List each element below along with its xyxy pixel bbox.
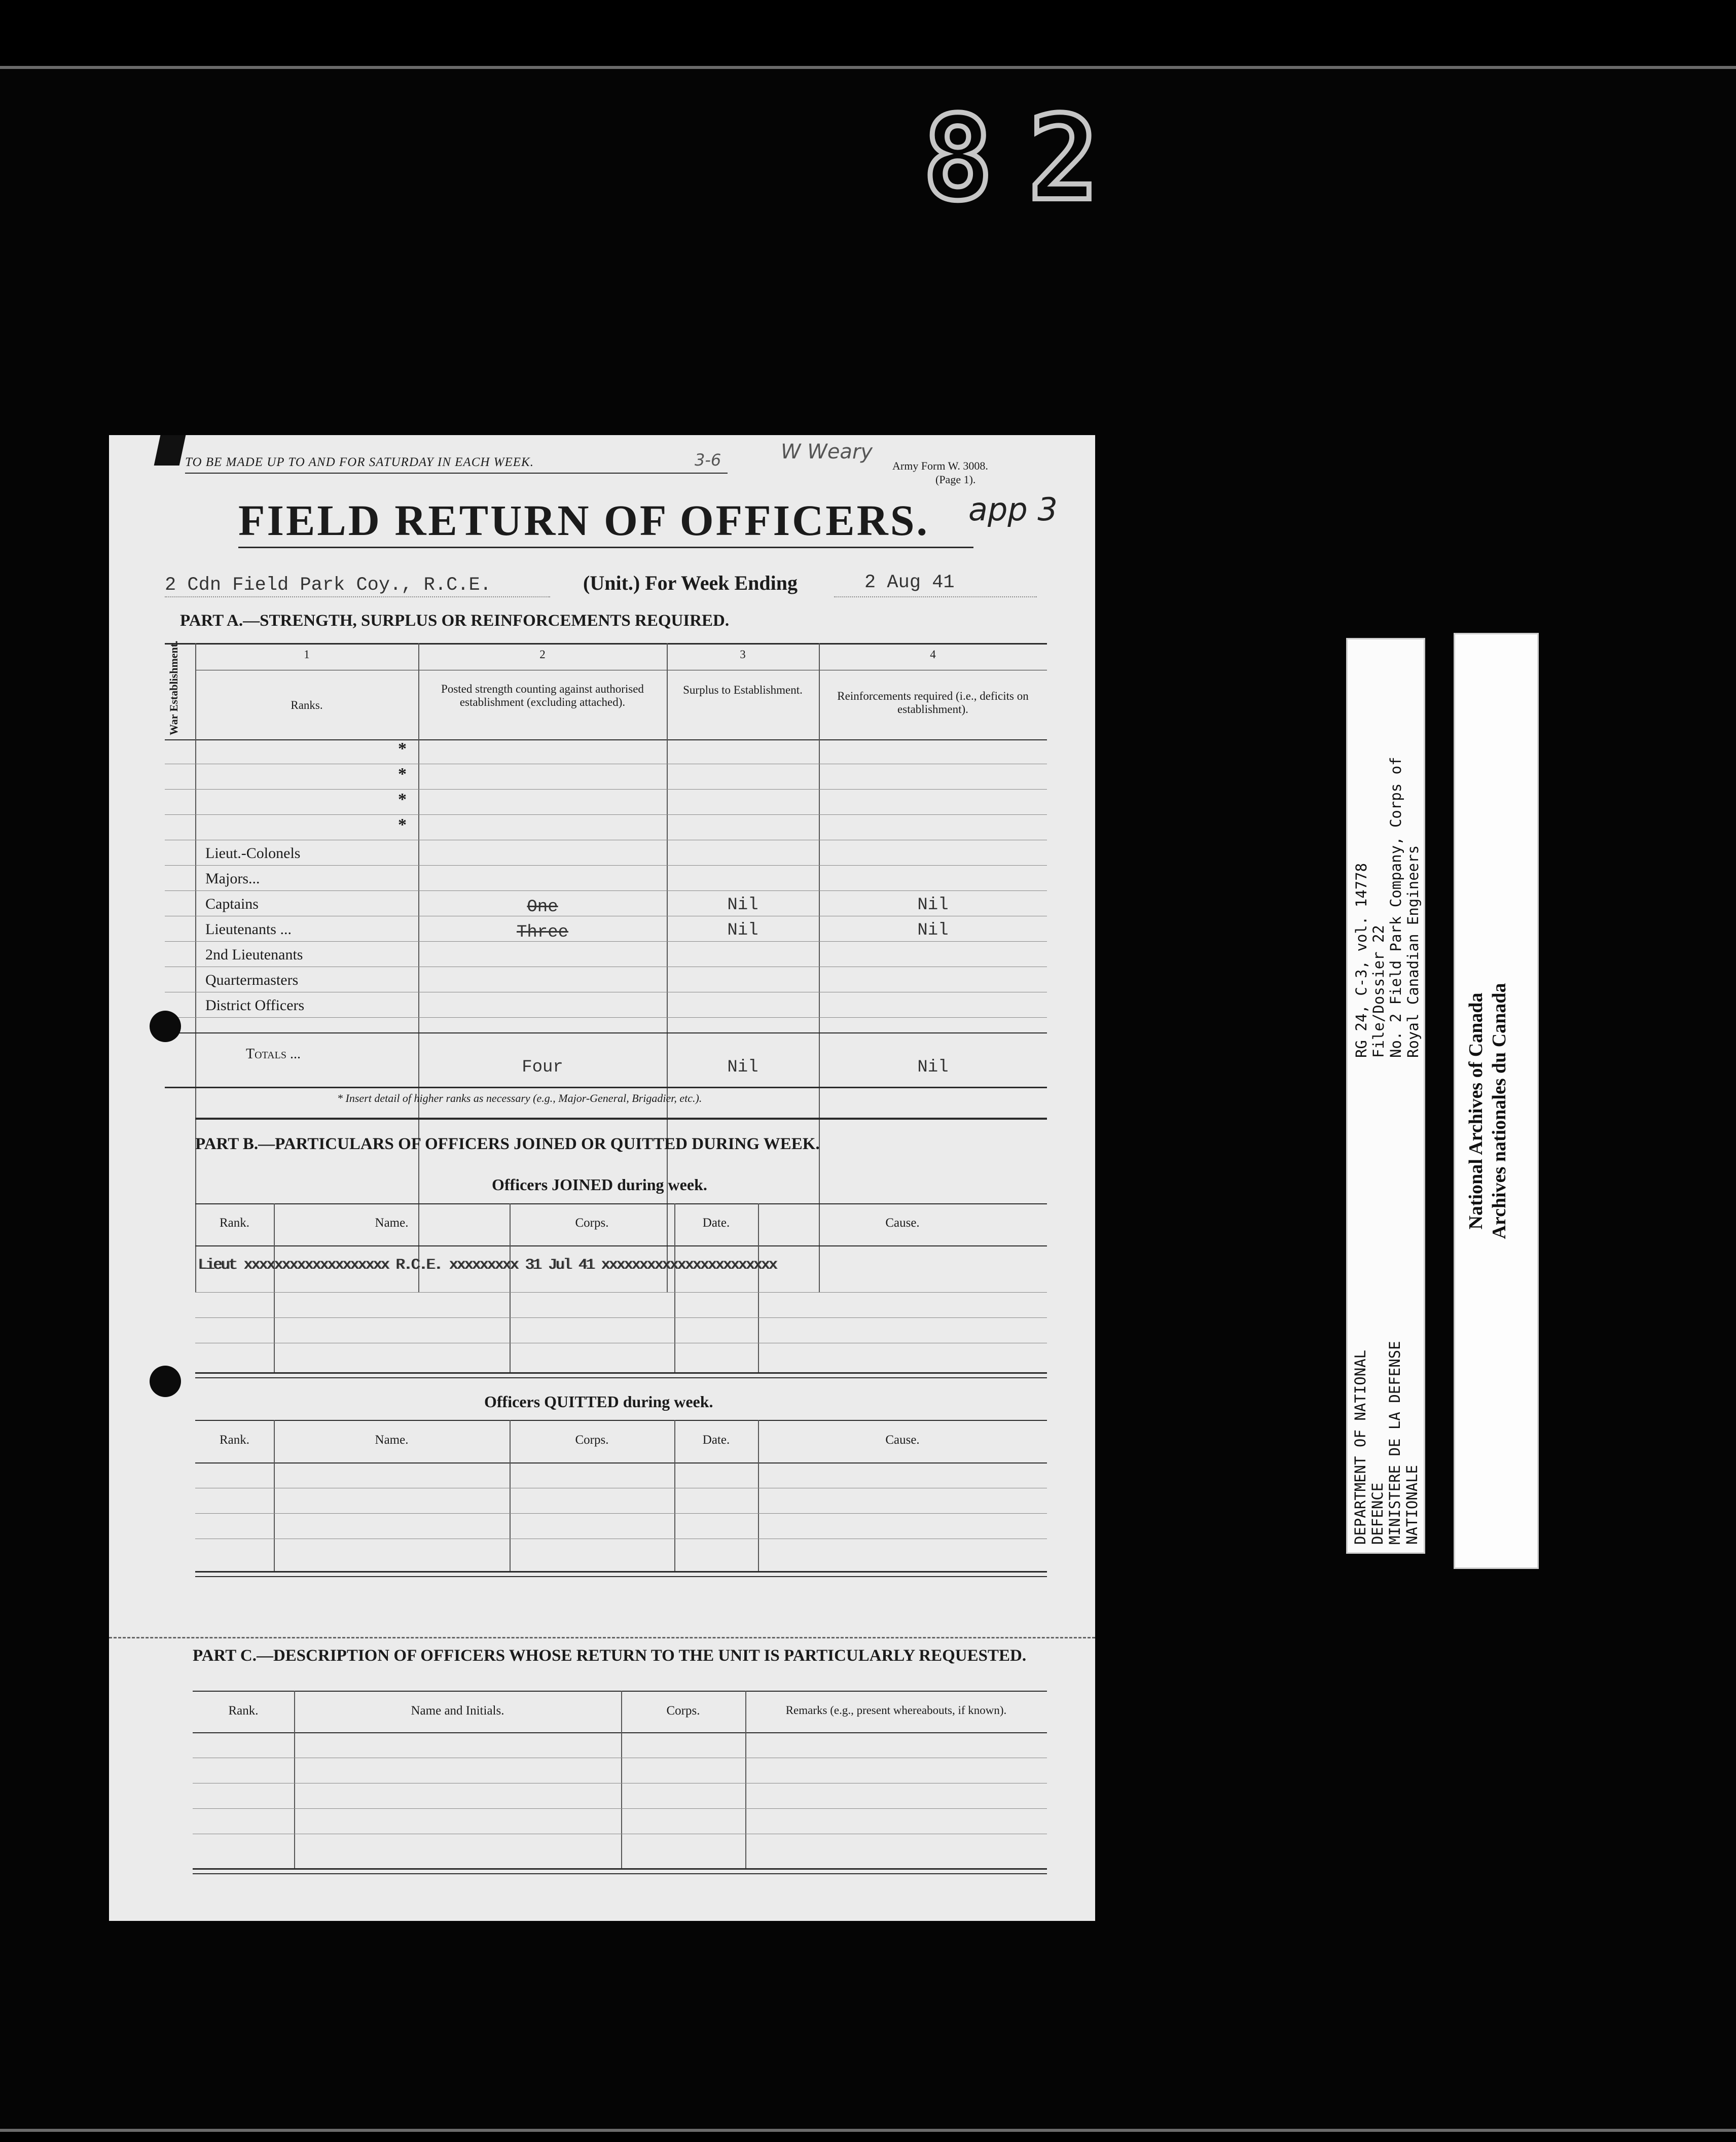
joined-struck-entry: Lieut xxxxxxxxxxxxxxxxxxx R.C.E. xxxxxxxxx 31 Jul 41 xxxxxxxxxxxxxxxxxxxxxxx — [198, 1257, 776, 1274]
ref-line-2: File/Dossier 22 — [1370, 925, 1387, 1058]
form-page: (Page 1). — [935, 473, 976, 486]
field-return-form — [109, 435, 1095, 1921]
totals-surplus: Nil — [727, 1058, 758, 1077]
part-a-footnote: * Insert detail of higher ranks as necessary (e.g., Major-General, Brigadier, etc.). — [337, 1092, 702, 1104]
quitted-col-rank: Rank. — [219, 1433, 250, 1447]
unit-value: 2 Cdn Field Park Coy., R.C.E. — [165, 575, 491, 596]
col-ranks-header: Ranks. — [291, 699, 323, 711]
ref-line-1: RG 24, C-3, vol. 14778 — [1353, 863, 1370, 1058]
joined-col-corps: Corps. — [575, 1216, 609, 1230]
film-bottom-band — [0, 2129, 1736, 2142]
rank-lieutenants: Lieutenants ... — [205, 921, 292, 938]
frame-number: 82 — [923, 91, 1134, 227]
dept-line-4: NATIONALE — [1403, 1465, 1421, 1545]
joined-col-cause: Cause. — [885, 1216, 920, 1230]
joined-heading: Officers JOINED during week. — [492, 1175, 707, 1194]
war-establishment-header: War Establishment. — [167, 640, 180, 735]
archives-fr: Archives nationales du Canada — [1489, 983, 1510, 1239]
rank-district-officers: District Officers — [205, 997, 305, 1014]
quitted-col-date: Date. — [702, 1433, 730, 1447]
form-code: Army Form W. 3008. — [892, 459, 988, 472]
punch-hole — [150, 1011, 181, 1042]
rank-captains: Captains — [205, 896, 259, 912]
lieutenants-posted: Three — [516, 923, 569, 942]
unit-label: (Unit.) For Week Ending — [583, 572, 798, 594]
col-posted-header: Posted strength counting against authorised establishment (excluding attached). — [441, 683, 644, 708]
archives-en: National Archives of Canada — [1465, 992, 1487, 1230]
col-surplus-header: Surplus to Establishment. — [683, 684, 803, 696]
col1-number: 1 — [304, 648, 310, 661]
week-ending-value: 2 Aug 41 — [864, 572, 955, 593]
dept-line-1: DEPARTMENT OF NATIONAL — [1352, 1349, 1369, 1545]
annotation-name: W Weary — [781, 440, 873, 463]
asterisk-3: * — [398, 790, 407, 809]
punch-hole — [150, 1366, 181, 1397]
asterisk-4: * — [398, 815, 407, 834]
joined-col-name: Name. — [375, 1216, 409, 1230]
part-b-heading: PART B.—PARTICULARS OF OFFICERS JOINED OR QUITTED DURING WEEK. — [195, 1135, 820, 1153]
archive-reference-label — [1346, 638, 1425, 1554]
col2-number: 2 — [539, 648, 546, 661]
joined-col-date: Date. — [702, 1216, 730, 1230]
dept-line-3: MINISTERE DE LA DEFENSE — [1386, 1341, 1403, 1545]
col-reinforce-header: Reinforcements required (i.e., deficits on establishment). — [837, 690, 1029, 716]
rank-lieut-colonels: Lieut.-Colonels — [205, 845, 301, 862]
partc-col-rank: Rank. — [228, 1704, 259, 1718]
tear-line — [109, 1637, 1095, 1638]
ref-line-3: No. 2 Field Park Company, Corps of — [1387, 757, 1404, 1058]
captains-posted: One — [527, 898, 558, 917]
part-a-heading: PART A.—STRENGTH, SURPLUS OR REINFORCEMENTS REQUIRED. — [180, 612, 730, 630]
totals-posted: Four — [522, 1058, 563, 1077]
lieutenants-reinf: Nil — [917, 921, 949, 940]
col4-number: 4 — [930, 648, 936, 661]
torn-corner — [154, 435, 186, 466]
rank-2nd-lieutenants: 2nd Lieutenants — [205, 946, 303, 963]
asterisk-2: * — [398, 765, 407, 783]
col3-number: 3 — [740, 648, 746, 661]
quitted-col-corps: Corps. — [575, 1433, 609, 1447]
rank-quartermasters: Quartermasters — [205, 972, 299, 988]
dept-line-2: DEFENCE — [1369, 1482, 1386, 1545]
totals-reinf: Nil — [917, 1058, 949, 1077]
joined-col-rank: Rank. — [219, 1216, 250, 1230]
captains-reinf: Nil — [917, 896, 949, 915]
national-archives-label — [1454, 633, 1539, 1569]
quitted-col-name: Name. — [375, 1433, 409, 1447]
partc-col-remarks: Remarks (e.g., present whereabouts, if known). — [785, 1704, 1007, 1717]
quitted-col-cause: Cause. — [885, 1433, 920, 1447]
title-annotation: app 3 — [968, 491, 1058, 528]
ref-line-4: Royal Canadian Engineers — [1404, 845, 1422, 1058]
captains-surplus: Nil — [727, 896, 758, 915]
partc-col-name: Name and Initials. — [411, 1704, 504, 1718]
lieutenants-surplus: Nil — [727, 921, 758, 940]
form-title: FIELD RETURN OF OFFICERS. — [238, 496, 930, 545]
asterisk-1: * — [398, 739, 407, 758]
annotation-top: 3-6 — [695, 450, 721, 470]
part-c-heading: PART C.—DESCRIPTION OF OFFICERS WHOSE RETURN TO THE UNIT IS PARTICULARLY REQUESTED. — [193, 1647, 1027, 1665]
form-instruction: TO BE MADE UP TO AND FOR SATURDAY IN EACH WEEK. — [185, 455, 534, 469]
film-top-band — [0, 0, 1736, 69]
totals-label: Totals ... — [246, 1046, 301, 1062]
quitted-heading: Officers QUITTED during week. — [484, 1393, 713, 1411]
partc-col-corps: Corps. — [666, 1704, 700, 1718]
rank-majors: Majors... — [205, 870, 260, 887]
